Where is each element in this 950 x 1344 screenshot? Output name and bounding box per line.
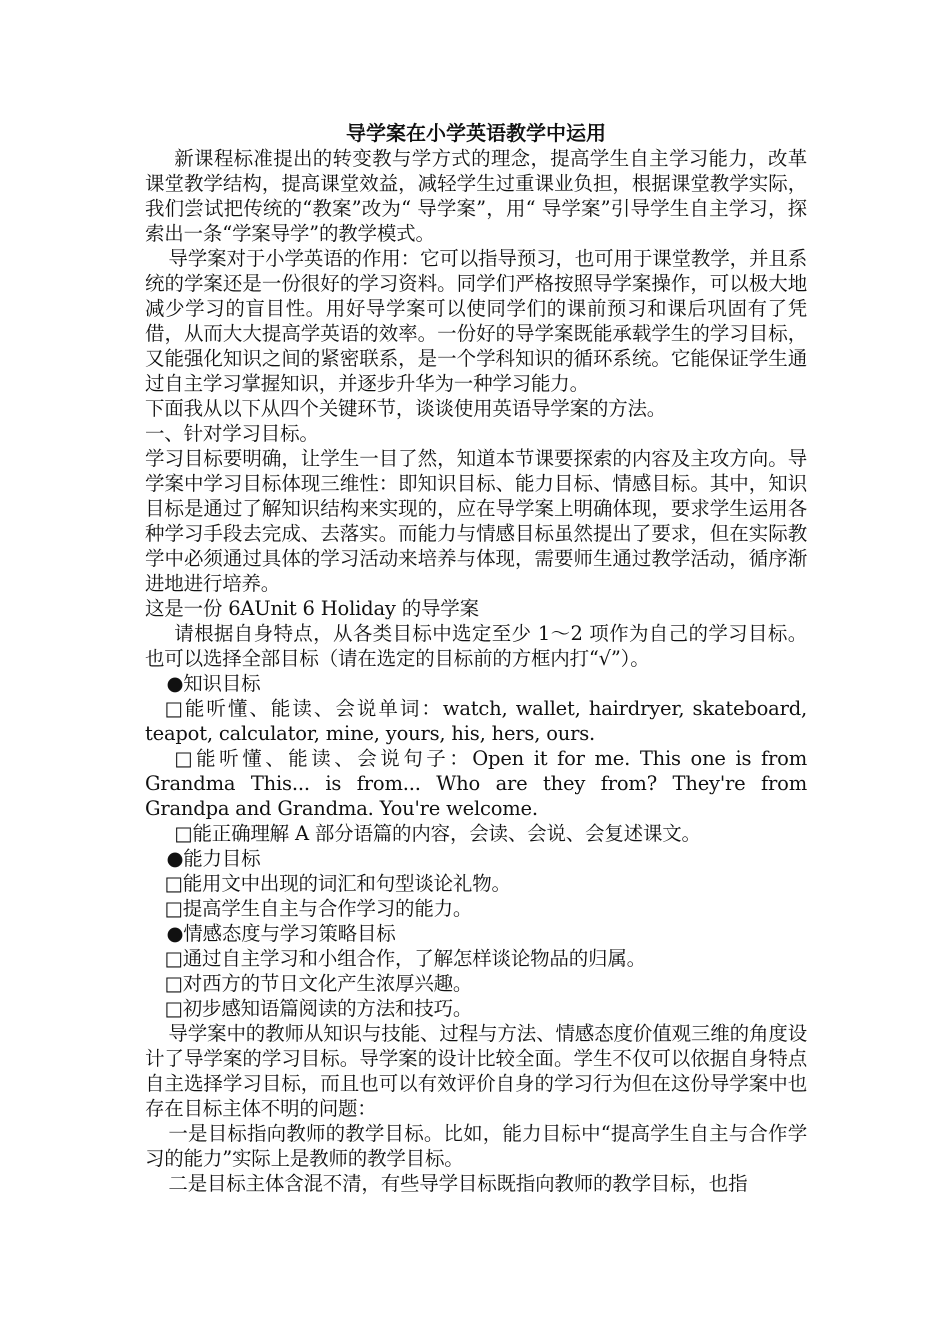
paragraph-example-intro: 这是一份 6AUnit 6 Holiday 的导学案: [145, 597, 479, 620]
checkbox-item-words: □能听懂、能读、会说单词：watch, wallet, hairdryer, skateboard, teapot, calculator, mine, yours, his, hers, ours.: [145, 697, 807, 745]
checkbox-item-ownership: □通过自主学习和小组合作，了解怎样谈论物品的归属。: [164, 947, 646, 970]
paragraph-method-intro: 下面我从以下从四个关键环节，谈谈使用英语导学案的方法。: [145, 397, 667, 420]
paragraph-analysis: 导学案中的教师从知识与技能、过程与方法、情感态度价值观三维的角度设计了导学案的学习目标。导学案的设计比较全面。学生不仅可以依据自身特点自主选择学习目标，而且也可以有效评价自身的学习行为但在这份导学案中也存在目标主体不明的问题：: [145, 1022, 807, 1120]
paragraph-problem-one: 一是目标指向教师的教学目标。比如，能力目标中“提高学生自主与合作学习的能力”实际上是教师的教学目标。: [145, 1122, 807, 1170]
section-heading-goals: 一、针对学习目标。: [145, 422, 319, 445]
checkbox-item-gifts: □能用文中出现的词汇和句型谈论礼物。: [164, 872, 511, 895]
checkbox-item-culture: □对西方的节日文化产生浓厚兴趣。: [164, 972, 473, 995]
paragraph-role: 导学案对于小学英语的作用：它可以指导预习，也可用于课堂教学，并且系统的学案还是一份很好的学习资料。同学们严格按照导学案操作，可以极大地减少学习的盲目性。用好导学案可以使同学们的课前预习和课后巩固有了凭借，从而大大提高学英语的效率。一份好的导学案既能承载学生的学习目标，又能强化知识之间的紧密联系，是一个学科知识的循环系统。它能保证学生通过自主学习掌握知识，并逐步升华为一种学习能力。: [145, 247, 807, 395]
paragraph-goals: 学习目标要明确，让学生一目了然，知道本节课要探索的内容及主攻方向。导学案中学习目标体现三维性：即知识目标、能力目标、情感目标。其中，知识目标是通过了解知识结构来实现的，应在导学案上明确体现，要求学生运用各种学习手段去完成、去落实。而能力与情感目标虽然提出了要求，但在实际教学中必须通过具体的学习活动来培养与体现，需要师生通过教学活动，循序渐进地进行培养。: [145, 447, 807, 595]
checkbox-item-cooperation: □提高学生自主与合作学习的能力。: [164, 897, 473, 920]
paragraph-problem-two: 二是目标主体含混不清，有些导学目标既指向教师的教学目标，也指: [168, 1172, 748, 1195]
bullet-knowledge-goals: ●知识目标: [166, 672, 261, 695]
checkbox-item-sentences: □能听懂、能读、会说句子：Open it for me. This one is from Grandma This... is from... Who are they from? They're from Grandpa and Grandma. You're welcome.: [145, 747, 807, 820]
document-title: 导学案在小学英语教学中运用: [346, 121, 606, 145]
checkbox-item-reading: □初步感知语篇阅读的方法和技巧。: [164, 997, 473, 1020]
bullet-ability-goals: ●能力目标: [166, 847, 261, 870]
checkbox-item-text: □能正确理解 A 部分语篇的内容，会读、会说、会复述课文。: [174, 822, 701, 845]
bullet-affective-goals: ●情感态度与学习策略目标: [166, 922, 396, 945]
paragraph-instruction: 请根据自身特点，从各类目标中选定至少 1～2 项作为自己的学习目标。也可以选择全部目标（请在选定的目标前的方框内打“√”）。: [145, 622, 807, 670]
document-page: [145, 120, 807, 1196]
paragraph-intro: 新课程标准提出的转变教与学方式的理念，提高学生自主学习能力，改革课堂教学结构，提高课堂效益，减轻学生过重课业负担，根据课堂教学实际，我们尝试把传统的“教案”改为“ 导学案”，用“ 导学案”引导学生自主学习，探索出一条“学案导学”的教学模式。: [145, 147, 807, 245]
